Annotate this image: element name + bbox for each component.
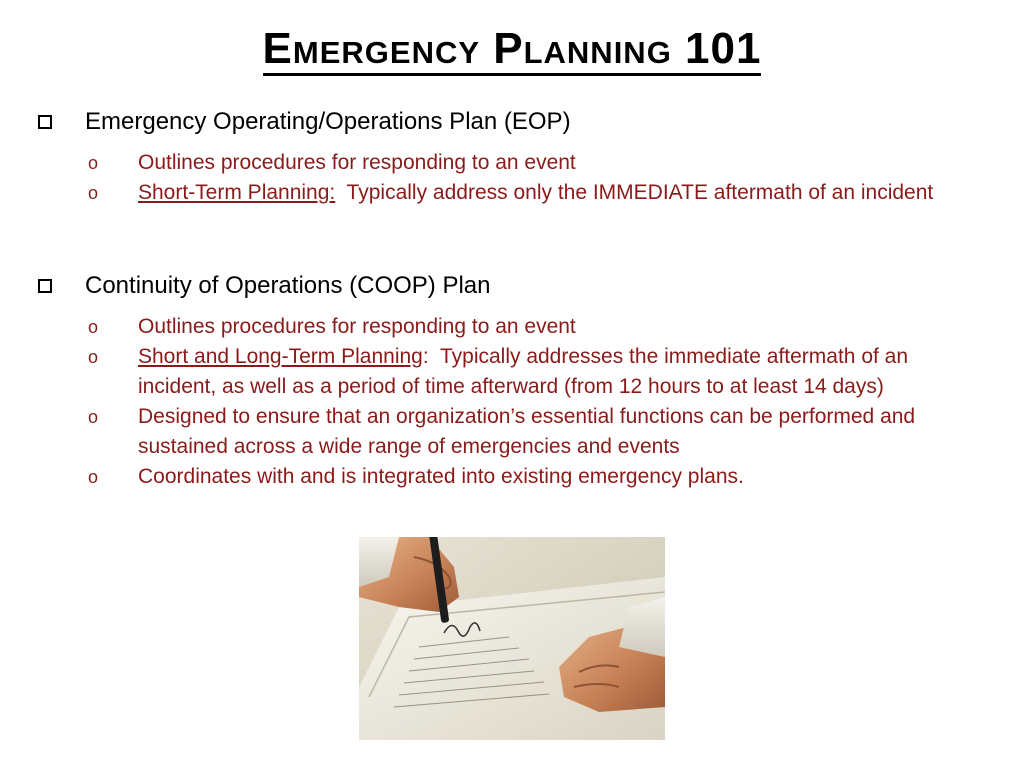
circle-bullet-icon: o [88, 153, 99, 173]
checkbox-bullet-icon [38, 279, 52, 293]
coop-bullet-list [88, 312, 988, 492]
eop-bullet-list [88, 148, 988, 208]
list-item: o Short and Long-Term Planning: Typically addresses the immediate aftermath of an incident, as well as a period of time afterward (from 12 hours to at least 14 days) [88, 342, 988, 402]
section-heading-eop: Emergency Operating/Operations Plan (EOP) [38, 108, 571, 136]
list-item: o Outlines procedures for responding to an event [88, 312, 988, 342]
hands-signing-document-photo [359, 537, 665, 740]
list-item: o Coordinates with and is integrated into existing emergency plans. [88, 462, 988, 492]
list-item: o Outlines procedures for responding to an event [88, 148, 988, 178]
checkbox-bullet-icon [38, 115, 52, 129]
circle-bullet-icon: o [88, 347, 99, 367]
circle-bullet-icon: o [88, 467, 99, 487]
section-heading-coop: Continuity of Operations (COOP) Plan [38, 272, 491, 300]
circle-bullet-icon: o [88, 183, 99, 203]
circle-bullet-icon: o [88, 317, 99, 337]
list-item: o Short-Term Planning: Typically address only the IMMEDIATE aftermath of an incident [88, 178, 988, 208]
slide-title: Emergency Planning 101 [0, 24, 1024, 74]
list-item: o Designed to ensure that an organization’s essential functions can be performed and sustained across a wide range of emergencies and events [88, 402, 988, 462]
circle-bullet-icon: o [88, 407, 99, 427]
